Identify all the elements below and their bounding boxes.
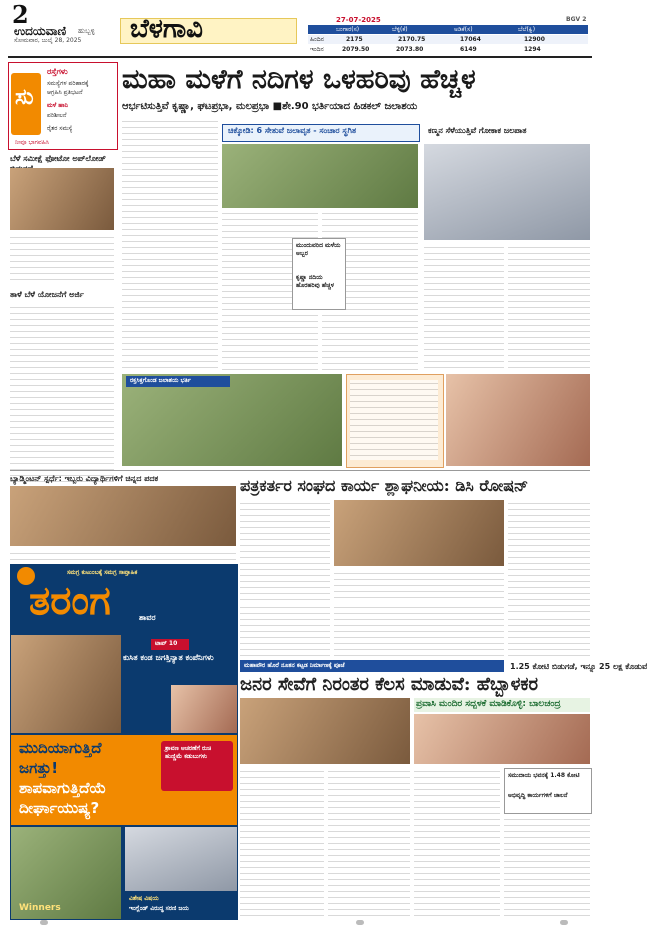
print-mark-left	[40, 920, 48, 925]
service-col-2	[328, 768, 410, 916]
promo-item-1: ರಸ್ತೆಗಳು	[47, 67, 68, 76]
lead-headline: ಮಹಾ ಮಳೆಗೆ ನದಿಗಳ ಒಳಹರಿವು ಹೆಚ್ಚಳ	[122, 64, 476, 95]
ad-bottom-text: ಇಂಗ್ಲೆಂಡ್ ವಿರುದ್ಧ ಸರಣಿ ಜಯ	[129, 905, 189, 912]
ad-brand-sub: ಶಾವರ	[139, 613, 156, 622]
sidebar-story-2-body	[10, 304, 114, 496]
tourism-col-2	[504, 816, 590, 916]
ad-question-4: ದೀರ್ಘಾಯುಷ್ಯ?	[19, 799, 100, 817]
dam-tag: ರಕ್ತಸಿಕ್ತಗೊಂಡ ಜಲಾಶಯ ಭರ್ತಿ	[130, 377, 191, 384]
market-header-4: ಬೆಲೆ(ಕ್ವಿ)	[518, 26, 536, 33]
mid-story-col-2	[334, 604, 504, 656]
date-line: ಸೋಮವಾರ, ಜುಲೈ 28, 2025	[14, 37, 82, 44]
lead-photo-falls	[424, 144, 590, 240]
market-row-2-name: ಇಂದಿನ	[310, 46, 324, 53]
promo-item-4: ಮಳೆ ಹಾನಿ	[47, 102, 68, 109]
edition-note: ಹುಬ್ಬಳ್ಳಿ	[78, 27, 95, 35]
ad-winners: Winners	[19, 903, 61, 913]
market-row-1-val-1: 2175	[346, 36, 363, 43]
market-row-1-val-3: 17064	[460, 36, 481, 43]
print-mark-center	[356, 920, 364, 925]
lead-bullet-2: ಕೃಷ್ಣಾ ನದಿಯ ಹೊರಹರಿವು ಹೆಚ್ಚಳ	[296, 274, 335, 289]
falls-crowd-photo	[446, 374, 590, 466]
press-col-2	[334, 570, 504, 600]
sidebar-story-1-title: ಬೆಳೆ ಸಮೀಕ್ಷೆ ಫೋಟೋ ಅಪ್‌ಲೋಡ್	[10, 154, 106, 163]
ad-brand: ತರಂಗ	[29, 577, 111, 624]
promo-box	[8, 62, 118, 150]
header-rule	[8, 56, 592, 58]
ad-woman-photo	[171, 685, 237, 733]
tourism-bullet-a: ಸಮುದಾಯ ಭವನಕ್ಕೆ 1.48 ಕೋಟಿ	[508, 772, 580, 779]
mid-story-col-1	[240, 604, 330, 656]
ad-bottom-label: ವಿಶೇಷ ವಿಷಯ	[129, 895, 159, 902]
market-header-3: ಅಡಿಕೆ(ಸ)	[454, 26, 473, 33]
market-header-1: ಬಂಗಾರ(ಸ)	[336, 26, 360, 33]
page-code: BGV 2	[566, 16, 587, 23]
paper-name: ಉದಯವಾಣಿ	[14, 24, 67, 38]
section-title: ಬೆಳಗಾವಿ	[130, 14, 203, 44]
promo-item-3: ಆಗ್ರಹಿಸಿ ಪ್ರತಿಭಟನೆ	[47, 89, 83, 96]
market-row-1-val-4: 12900	[524, 36, 545, 43]
talent-title: ಬ್ಯಾಡ್ಮಿಂಟನ್ ಸ್ಪರ್ಧೆ: ಇಬ್ಬರು ವಿದ್ಯಾರ್ಥಿಗಳಿಗೆ ಚಿನ್ನದ ಪದಕ	[10, 474, 159, 483]
market-row-2-val-3: 6149	[460, 46, 477, 53]
puja-strip: ಮಹಾಪೌರ ಹೊರೆ ನೂತನ ಕಟ್ಟಡ ನಿರ್ಮಾಣಕ್ಕೆ ಪೂಜೆ	[244, 662, 345, 669]
taranga-ad[interactable]	[10, 564, 238, 920]
service-col-1	[240, 768, 324, 916]
lead-photo-river	[222, 144, 418, 208]
promo-item-5: ಪರಿಶೀಲನೆ	[47, 112, 67, 119]
market-header-2: ಬೆಳ್ಳಿ(ಕೆ)	[392, 26, 408, 33]
sidebar-story-1-body	[10, 234, 114, 284]
tourism-bullet-b: ಅಭಿವೃದ್ಧಿ ಕಾರ್ಯಗಳಿಗೆ ಚಾಲನೆ	[508, 792, 568, 799]
talent-body	[10, 550, 236, 560]
ad-top-badge: ಟಾಪ್ 10	[155, 640, 178, 647]
lead-col-1	[122, 118, 218, 370]
market-row-2-val-1: 2079.50	[342, 46, 370, 53]
market-row-2-val-4: 1294	[524, 46, 541, 53]
promo-badge: ನೀವೂ ಭಾಗವಹಿಸಿ	[15, 139, 50, 146]
ad-side-promo: ಶ್ರಾವಣ ಆಚರಣೆಗೆ ರುಚಿ ಹುಣ್ಣಿಮೆ ಕಡುಬುಗಳು	[165, 745, 212, 760]
tourism-title: ಪ್ರವಾಸಿ ಮಂದಿರ ಸದ್ಬಳಕೆ ಮಾಡಿಕೊಳ್ಳಿ: ಬಾಲಚಂದ್ರ	[416, 699, 561, 709]
mid-story-col-3	[508, 616, 590, 656]
service-title: ಜನರ ಸೇವೆಗೆ ನಿರಂತರ ಕೆಲಸ ಮಾಡುವೆ: ಹೆಬ್ಬಾಳಕರ	[240, 674, 539, 695]
promo-item-2: ಸಮಸ್ಯೆಗಳ ಪರಿಹಾರಕ್ಕೆ	[47, 80, 89, 87]
masthead	[0, 0, 600, 53]
market-row-2-val-2: 2073.80	[396, 46, 424, 53]
highlight-box-text	[350, 380, 438, 460]
promo-logo-mark: ಸು	[15, 85, 34, 110]
lead-col-4	[424, 244, 504, 370]
press-col-3	[508, 500, 590, 612]
market-date: 27-07-2025	[336, 16, 381, 24]
lead-bullet-1: ಮುಂದುವರಿದ ಮಳೆಯ ಅಬ್ಬರ	[296, 242, 341, 257]
ad-question-2: ಜಗತ್ತು!	[19, 759, 59, 777]
ad-highlight: ಕುಸಿತ ಕಂಡ ಜಗತ್ತಿನ್ಯಾತ ಕಂಪೆನಿಗಳು	[123, 653, 214, 662]
ad-tagline: ಸಮಗ್ರ ಕುಟುಂಬಕ್ಕೆ ಸಮಗ್ರ ಸಾಪ್ತಾಹಿಕ	[67, 569, 138, 576]
press-photo	[334, 500, 504, 566]
dam-photo	[122, 374, 342, 466]
ad-building-photo	[125, 827, 237, 891]
sidebar-story-2-title: ತಾಳೆ ಬೆಳೆ ಯೋಜನೆಗೆ ಅರ್ಜಿ	[10, 290, 84, 299]
market-row-1-name: ಹಿಂದಿನ	[310, 36, 324, 43]
ad-question-3: ಶಾಪವಾಗುತ್ತಿದೆಯೆ	[19, 779, 107, 797]
lead-rule	[10, 470, 590, 471]
tourism-photo	[414, 714, 590, 764]
talent-photo	[10, 486, 236, 546]
lead-strap-text: ಚಿಕ್ಕೋಡಿ: 6 ಸೇತುವೆ ಜಲಾವೃತ - ಸಂಚಾರ ಸ್ಥಗಿತ	[228, 126, 357, 135]
lead-subhead: ಆರ್ಭಟಿಸುತ್ತಿವೆ ಕೃಷ್ಣಾ, ಘಟಪ್ರಭಾ, ಮಲಪ್ರಭಾ ■ಶೇ.90 ಭರ್ತಿಯಾದ ಹಿಡಕಲ್ ಜಲಾಶಯ	[122, 101, 418, 112]
lead-col-5	[508, 244, 590, 370]
press-title: ಪತ್ರಕರ್ತರ ಸಂಘದ ಕಾರ್ಯ ಶ್ಲಾಘನೀಯ: ಡಿಸಿ ರೋಷನ್	[240, 476, 529, 495]
tourism-col-1	[414, 768, 500, 916]
promo-item-6: ರೈತರ ಸಮಸ್ಯೆ	[47, 125, 73, 132]
ad-question-1: ಮುದಿಯಾಗುತ್ತಿದೆ	[19, 739, 102, 757]
sidebar-story-1-photo	[10, 168, 114, 230]
ad-elder-photo	[11, 635, 121, 733]
page-number: 2	[12, 0, 29, 29]
market-row-1-val-2: 2170.75	[398, 36, 426, 43]
falls-caption: ಕಣ್ಮನ ಸೆಳೆಯುತ್ತಿವೆ ಗೋಕಾಕ ಜಲಪಾತ	[428, 126, 527, 135]
print-mark-right	[560, 920, 568, 925]
press-col-1	[240, 500, 330, 600]
market-table	[308, 25, 588, 54]
grant-strip: 1.25 ಕೋಟಿ ಬಿಡುಗಡೆ, ಇನ್ನೂ 25 ಲಕ್ಷ ಕೊಡುವೆ	[510, 662, 647, 671]
service-photo	[240, 698, 410, 764]
